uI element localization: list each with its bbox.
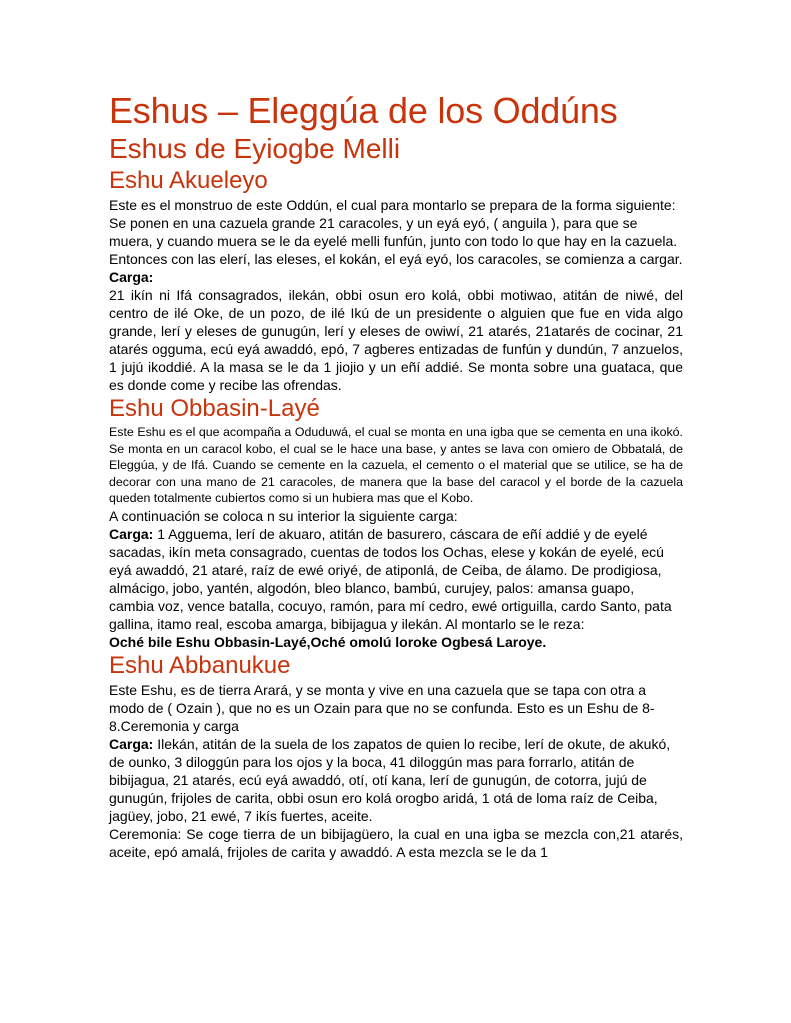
prayer-text: Oché bile Eshu Obbasin-Layé,Oché omolú loroke Ogbesá Laroye. (109, 633, 547, 650)
carga-label-text: Carga: (109, 735, 154, 752)
section-heading: Eshu Abbanukue (109, 651, 291, 679)
carga-label-text: Carga: (109, 269, 154, 285)
carga-label-text: Carga: (109, 525, 154, 542)
section-intro: Este Eshu es el que acompaña a Oduduwá, el cual se monta en una igba que se cementa en una ikokó. Se monta en un caracol kobo, el cual se le hace una base, y antes se lava con omiero de Obbatalá, de Eleggúa, y de Ifá. Cuando se cemente en la cazuela, el cemento o el material que se utilice, se ha de decorar con una mano de 21 caracoles, de manera que la base del caracol y el borde de la cazuela queden totalmente cubiertos como si un hubiera mas que el Kobo. (109, 425, 683, 506)
document-page (109, 90, 683, 861)
carga-text: 1 Agguema, lerí de akuaro, atitán de basurero, cáscara de eñí addié y de eyelé sacadas, ikín meta consagrado, cuentas de todos los Ochas, elese y kokán de eyelé, ecú eyá awaddó, 21 ataré, raíz de ewé oriyé, de atiponlá, de Ceiba, de álamo. De prodigiosa, almácigo, jobo, yantén, algodón, bleo blanco, bambú, curujey, palos: amansa guapo, cambia voz, vence batalla, cocuyo, ramón, para mí cedro, ewé ortiguilla, cardo Santo, pata gallina, itamo real, escoba amarga, bibijagua y ilekán. Al montarlo se le reza: (109, 525, 672, 632)
section-intro: Este es el monstruo de este Oddún, el cual para montarlo se prepara de la forma siguiente: Se ponen en una cazuela grande 21 caracoles, y un eyá eyó, ( anguila ), para que se muera, y cuando muera se le da eyelé melli funfún, junto con todo lo que hay en la cazuela. Entonces con las elerí, las eleses, el kokán, el eyá eyó, los caracoles, se comienza a cargar. (109, 197, 683, 267)
carga-text: 21 ikín ni Ifá consagrados, ilekán, obbi osun ero kolá, obbi motiwao, atitán de niwé, del centro de ilé Oke, de un pozo, de ilé Ikú de un presidente o alguien que fue en vida algo grande, lerí y eleses de gunugún, lerí y eleses de owiwí, 21 atarés, 21atarés de cocinar, 21 atarés ogguma, ecú eyá awaddó, epó, 7 agberes entizadas de funfún y dundún, 7 anzuelos, 1 jujú ikoddié. A la masa se le da 1 jiojio y un eñí addié. Se monta sobre una guataca, que es donde come y recibe las ofrendas. (109, 287, 683, 393)
section-akueleyo (109, 166, 683, 394)
prayer-line (109, 633, 683, 651)
section-obbasin-laye (109, 394, 683, 651)
section-intro: Este Eshu, es de tierra Arará, y se monta y vive en una cazuela que se tapa con otra a modo de ( Ozain ), que no es un Ozain para que no se confunda. Esto es un Eshu de 8-8.Ceremonia y carga (109, 681, 655, 734)
section-abbanukue (109, 651, 683, 861)
ceremonia-text: Ceremonia: Se coge tierra de un bibijagüero, la cual en una igba se mezcla con,21 atarés, aceite, epó amalá, frijoles de carita y awaddó. A esta mezcla se le da 1 (109, 825, 683, 860)
section-heading: Eshu Obbasin-Layé (109, 395, 320, 422)
carga-paragraph (109, 735, 683, 825)
carga-text: Ilekán, atitán de la suela de los zapatos de quien lo recibe, lerí de okute, de akukó, de ounko, 3 diloggún para los ojos y la boca, 41 diloggún mas para forrarlo, atitán de bibijagua, 21 atarés, ecú eyá awaddó, otí, otí kana, lerí de gunugún, de cotorra, jujú de gunugún, frijoles de carita, obbi osun ero kolá orogbo aridá, 1 otá de loma raíz de Ceiba, jagüey, jobo, 21 ewé, 7 ikís fuertes, aceite. (109, 735, 671, 824)
carga-paragraph (109, 525, 683, 633)
section-heading: Eshu Akueleyo (109, 167, 268, 194)
section-line: A continuación se coloca n su interior la siguiente carga: (109, 507, 458, 524)
document-subtitle: Eshus de Eyiogbe Melli (109, 133, 401, 164)
carga-label (109, 268, 683, 286)
document-title: Eshus – Eleggúa de los Oddúns (109, 90, 618, 131)
